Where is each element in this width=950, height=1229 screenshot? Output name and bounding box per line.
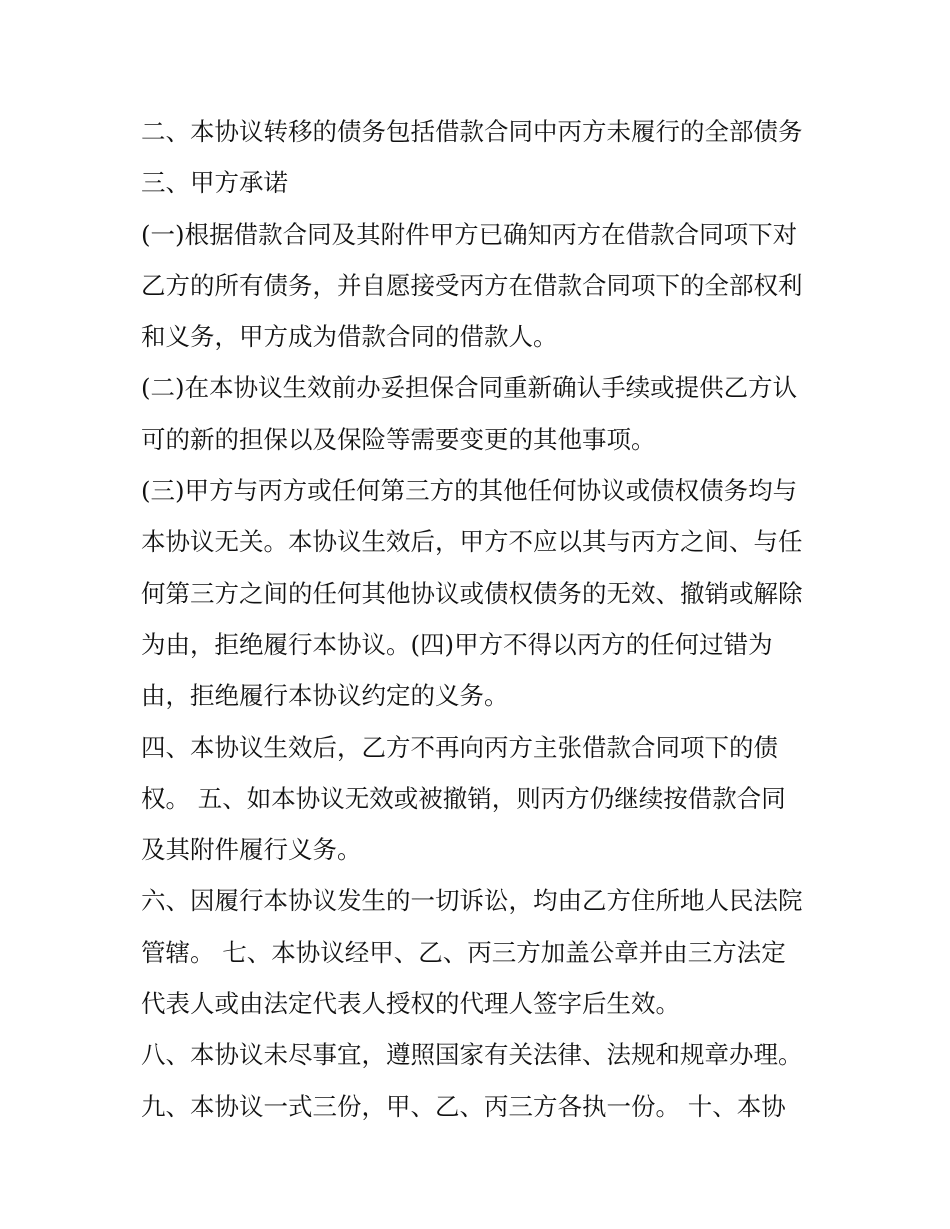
text-line: (一)根据借款合同及其附件甲方已确知丙方在借款合同项下对 xyxy=(141,219,798,249)
text-line: 管辖。 七、本协议经甲、乙、丙三方加盖公章并由三方法定 xyxy=(141,937,786,967)
text-line: 乙方的所有债务，并自愿接受丙方在借款合同项下的全部权利 xyxy=(141,270,803,300)
text-line: 四、本协议生效后，乙方不再向丙方主张借款合同项下的债 xyxy=(141,732,778,762)
text-line: 六、因履行本协议发生的一切诉讼，均由乙方住所地人民法院 xyxy=(141,886,803,916)
text-line: 何第三方之间的任何其他协议或债权债务的无效、撤销或解除 xyxy=(141,578,803,608)
text-line: 及其附件履行义务。 xyxy=(141,835,362,865)
text-line: (三)甲方与丙方或任何第三方的其他任何协议或债权债务均与 xyxy=(141,476,798,506)
text-line: 权。 五、如本协议无效或被撤销，则丙方仍继续按借款合同 xyxy=(141,783,786,813)
text-line: 和义务，甲方成为借款合同的借款人。 xyxy=(141,322,558,352)
text-line: 代表人或由法定代表人授权的代理人签字后生效。 xyxy=(141,989,680,1019)
section-heading: 三、甲方承诺 xyxy=(141,168,288,198)
text-line: 二、本协议转移的债务包括借款合同中丙方未履行的全部债务 xyxy=(141,117,803,146)
text-line: 可的新的担保以及保险等需要变更的其他事项。 xyxy=(141,424,656,454)
text-line: (二)在本协议生效前办妥担保合同重新确认手续或提供乙方认 xyxy=(141,373,798,403)
text-line: 八、本协议未尽事宜，遵照国家有关法律、法规和规章办理。 xyxy=(141,1040,803,1070)
text-line: 为由，拒绝履行本协议。(四)甲方不得以丙方的任何过错为 xyxy=(141,629,773,659)
document-body xyxy=(141,106,821,1132)
text-line: 由，拒绝履行本协议约定的义务。 xyxy=(141,681,509,711)
text-line: 本协议无关。本协议生效后，甲方不应以其与丙方之间、与任 xyxy=(141,527,803,557)
text-line: 九、本协议一式三份，甲、乙、丙三方各执一份。 十、本协 xyxy=(141,1091,786,1121)
